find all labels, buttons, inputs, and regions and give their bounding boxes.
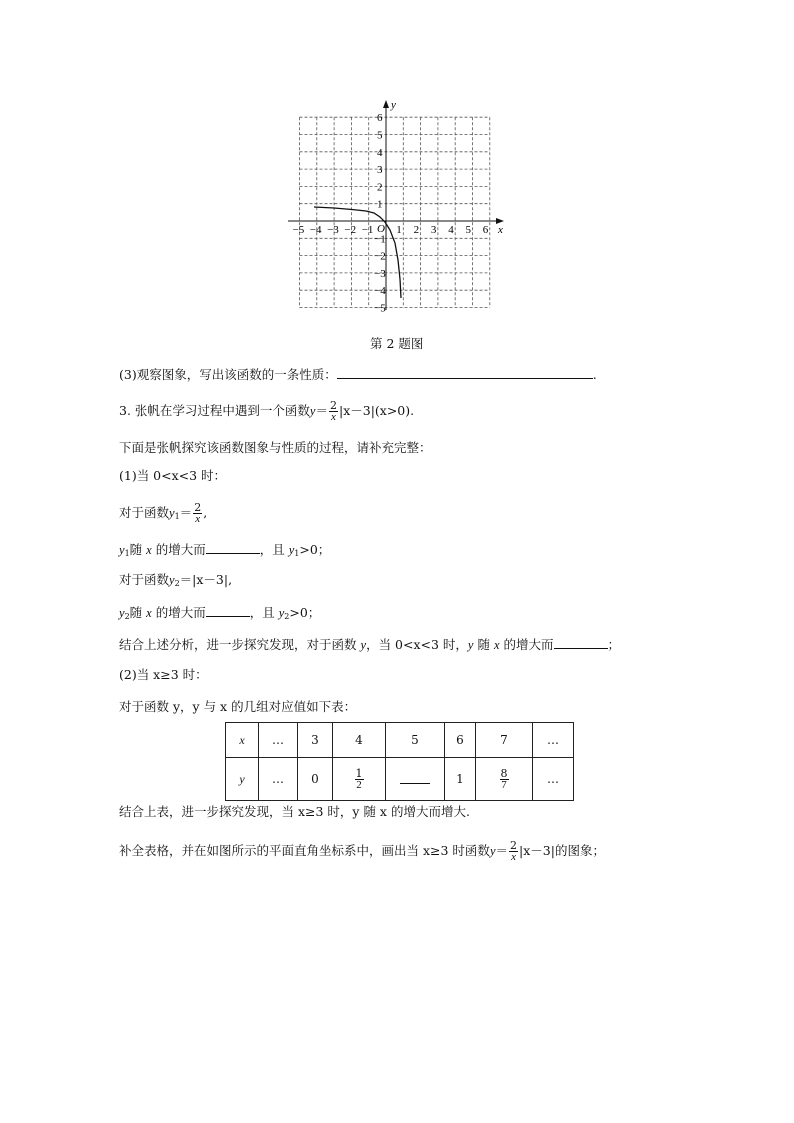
x-tick-label: 6 — [482, 224, 489, 236]
f1-eq: ＝ — [179, 505, 193, 520]
table-row-y: y … 0 $\frac{1}{2}$ 1 $\frac{8}{7}$ … — [226, 758, 574, 801]
x-axis-label: x — [498, 224, 503, 236]
q3-intro-b: 下面是张帆探究该函数图象与性质的过程，请补充完整： — [119, 440, 432, 455]
y-tick-label: 2 — [377, 181, 383, 194]
f1-sub: 1 — [174, 512, 180, 521]
q3-intro-a: 3. 张帆在学习过程中遇到一个函数 — [119, 403, 310, 418]
q3-part2-title: (2)当 x≥3 时： — [119, 667, 208, 682]
x-tick-label: −2 — [344, 224, 357, 236]
q3-intro-line — [119, 400, 414, 423]
figure-caption: 第 2 题图 — [370, 336, 424, 351]
f2-trend-line: $y_2$随 x 的增大而 ，且 $y_2>0$； — [119, 605, 321, 621]
table-intro: 对于函数 y，y 与 x 的几组对应值如下表： — [119, 699, 357, 714]
final-fraction: $\frac{2}{x}$ — [510, 839, 518, 863]
q3-abs-part: |x－3|(x>0). — [338, 403, 415, 418]
f1-var: y — [169, 506, 175, 520]
q3-frac-num: 2 — [329, 399, 337, 412]
table-row-x: x … 3 4 5 6 7 … — [226, 723, 574, 758]
coordinate-graph — [282, 98, 508, 320]
y-tick-label: 5 — [377, 129, 383, 142]
combine-line: 结合上述分析，进一步探究发现，对于函数 y，当 0<x<3 时，y 随 x 的增大而 ； — [119, 637, 621, 652]
answer-blank-combined[interactable] — [554, 636, 608, 649]
x-tick-label: −5 — [292, 224, 305, 236]
y-at-7-fraction: $\frac{8}{7}$ — [500, 766, 508, 791]
x-tick-label: 5 — [465, 224, 471, 236]
q2-part3-text: (3)观察图象，写出该函数的一条性质： — [119, 367, 337, 382]
y-axis-label: y — [391, 99, 396, 111]
y-tick-label: 1 — [377, 198, 383, 211]
x-tick-label: 4 — [448, 224, 454, 236]
y-tick-label: −5 — [374, 302, 386, 315]
f1-definition — [119, 502, 207, 525]
f1-tail: , — [203, 505, 208, 520]
final-line: 补全表格，并在如图所示的平面直角坐标系中，画出当 x≥3 时函数y＝ $\frac{2}{x}$ |x－3|的图象； — [119, 839, 605, 863]
f1-fraction: $\frac{2}{x}$ — [194, 501, 202, 525]
answer-blank-table[interactable] — [400, 771, 430, 784]
q3-part1-title: (1)当 0<x<3 时： — [119, 468, 227, 483]
q3-fraction — [329, 400, 338, 423]
x-tick-label: −4 — [309, 224, 322, 236]
x-tick-label: 1 — [396, 224, 402, 236]
grid-lines — [300, 117, 490, 307]
x-tick-label: −3 — [327, 224, 339, 236]
y-tick-label: −4 — [374, 285, 386, 298]
y-tick-label: −3 — [374, 267, 386, 280]
value-table — [225, 722, 574, 801]
x-tick-label: 2 — [413, 224, 420, 236]
answer-blank-f2[interactable] — [206, 604, 250, 617]
y-tick-label: 6 — [377, 112, 383, 125]
q3-eq: ＝ — [315, 403, 328, 418]
x-tick-label: −1 — [361, 224, 374, 236]
origin-label: O — [377, 223, 385, 235]
y-tick-labels — [374, 112, 386, 314]
q2-part3-line — [119, 366, 597, 383]
x-tick-label: 3 — [430, 224, 437, 236]
axes — [288, 100, 504, 310]
y-tick-label: 3 — [377, 164, 383, 177]
answer-blank-property[interactable] — [337, 366, 593, 379]
q2-part3-end: . — [592, 367, 597, 382]
y-tick-label: 4 — [377, 146, 383, 159]
answer-blank-f1[interactable] — [206, 541, 260, 554]
y-tick-label: −2 — [374, 250, 386, 263]
f1-trend-line: $y_1$随 x 的增大而 ，且 $y_1>0$； — [119, 542, 331, 558]
f2-definition: 对于函数$y_2=|x-3|$, — [119, 572, 233, 588]
f1-label: 对于函数 — [119, 505, 170, 520]
combine2-line: 结合上表，进一步探究发现，当 x≥3 时，y 随 x 的增大而增大. — [119, 804, 470, 819]
y-tick-label: −1 — [374, 233, 386, 246]
y-at-4-fraction: $\frac{1}{2}$ — [355, 766, 363, 791]
q3-frac-den: x — [331, 411, 336, 423]
q3-y: y — [309, 404, 316, 418]
